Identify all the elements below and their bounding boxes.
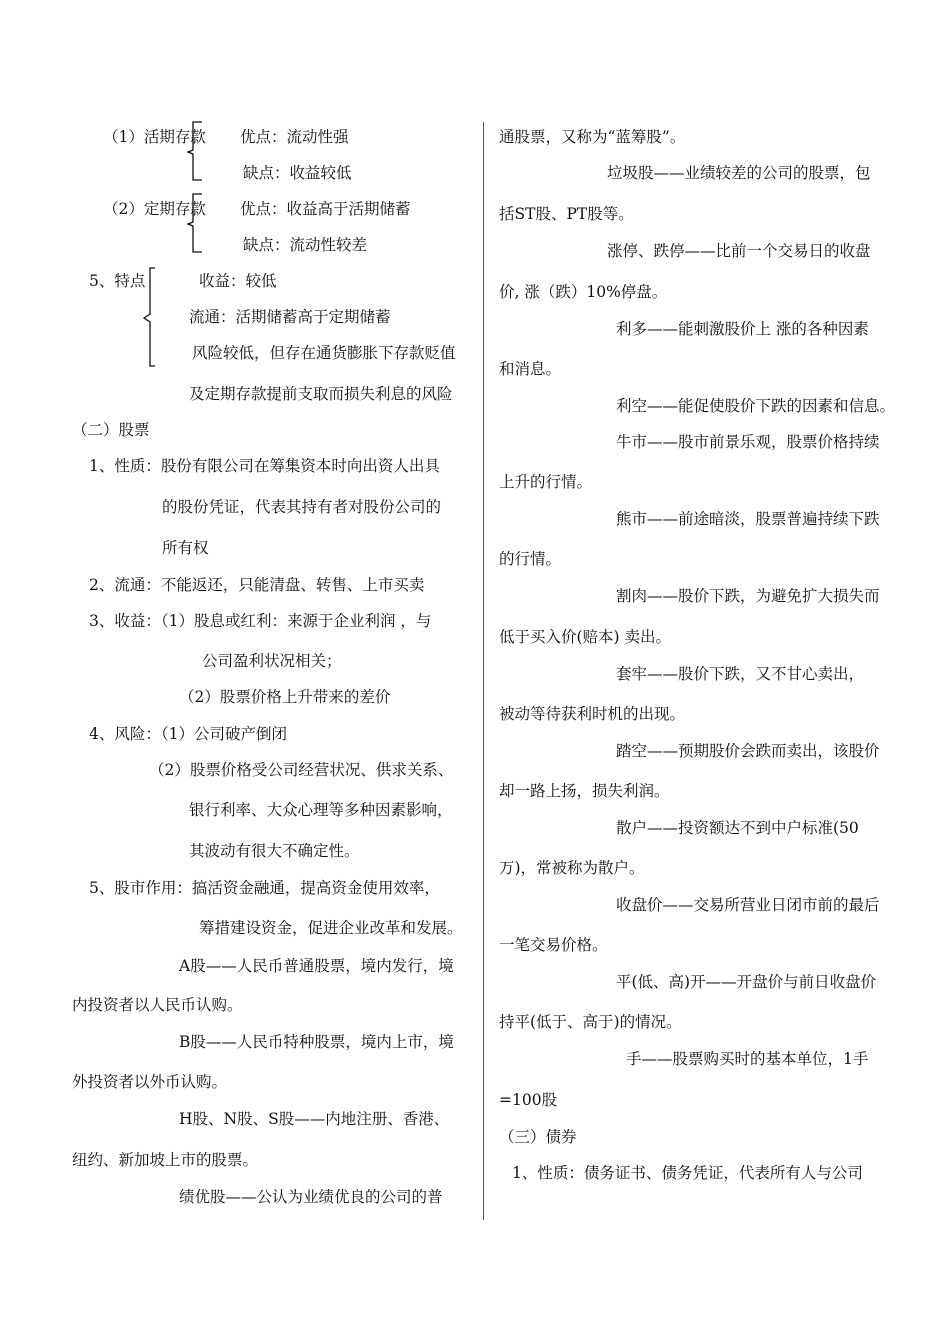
trapped-line1: 套牢——股价下跌，又不甘心卖出，	[616, 665, 865, 683]
bond-heading: （三）债券	[499, 1128, 577, 1146]
limit-line1: 涨停、跌停——比前一个交易日的收盘	[607, 242, 871, 260]
stock-risk-line4: 其波动有很大不确定性。	[189, 842, 360, 860]
stock-income-line3: （2）股票价格上升带来的差价	[179, 688, 391, 706]
junk-stock-line2: 括ST股、PT股等。	[499, 205, 634, 223]
hns-share-line1: H股、N股、S股——内地注册、香港、	[179, 1110, 450, 1128]
retail-investor-line2: 万)，常被称为散户。	[499, 859, 645, 877]
cut-loss-line1: 割肉——股价下跌，为避免扩大损失而	[616, 587, 880, 605]
stock-risk-line3: 银行利率、大众心理等多种因素影响，	[189, 801, 453, 819]
closing-price-line2: 一笔交易价格。	[499, 936, 608, 954]
stock-risk-line2: （2）股票价格受公司经营状况、供求关系、	[149, 761, 454, 779]
features-income: 收益：较低	[199, 272, 277, 290]
demand-deposit-brace	[186, 120, 206, 184]
column-divider	[483, 122, 484, 1220]
lot-line2: =100股	[499, 1091, 558, 1109]
a-share-line1: A股——人民币普通股票，境内发行，境	[179, 957, 454, 975]
bullish-news-line1: 利多——能刺激股价上 涨的各种因素	[616, 320, 869, 338]
a-share-line2: 内投资者以人民币认购。	[72, 996, 243, 1014]
stock-income-line2: 公司盈利状况相关；	[202, 652, 342, 670]
stock-income-line1: 3、收益：（1）股息或红利：来源于企业利润 ，与	[89, 612, 432, 630]
time-deposit-title: （2）定期存款	[103, 200, 206, 218]
bull-market-line1: 牛市——股市前景乐观，股票价格持续	[616, 433, 880, 451]
bear-market-line1: 熊市——前途暗淡，股票普遍持续下跌	[616, 510, 880, 528]
stock-nature-line2: 的股份凭证，代表其持有者对股份公司的	[162, 498, 442, 516]
retail-investor-line1: 散户——投资额达不到中户标准(50	[616, 819, 859, 837]
blue-chip-line2: 通股票，又称为“蓝筹股”。	[499, 128, 686, 146]
features-risk-line2: 及定期存款提前支取而损失利息的风险	[189, 385, 453, 403]
time-deposit-brace	[186, 192, 206, 256]
b-share-line2: 外投资者以外币认购。	[72, 1073, 228, 1091]
junk-stock-line1: 垃圾股——业绩较差的公司的股票，包	[607, 164, 871, 182]
bullish-news-line2: 和消息。	[499, 360, 562, 378]
lot-line1: 手——股票购买时的基本单位，1手	[626, 1050, 869, 1068]
opening-line1: 平(低、高)开——开盘价与前日收盘价	[616, 973, 877, 991]
hns-share-line2: 纽约、新加坡上市的股票。	[72, 1151, 259, 1169]
limit-line2: 价, 涨（跌）10%停盘。	[499, 283, 668, 301]
cut-loss-line2: 低于买入价(赔本) 卖出。	[499, 628, 672, 646]
missed-rally-line2: 却一路上扬，损失利润。	[499, 782, 670, 800]
stock-nature-line3: 所有权	[162, 539, 209, 557]
bear-market-line2: 的行情。	[499, 550, 562, 568]
features-title: 5、特点	[89, 272, 146, 290]
demand-deposit-con: 缺点：收益较低	[243, 164, 352, 182]
features-risk-line1: 风险较低，但存在通货膨胀下存款贬值	[192, 344, 456, 362]
opening-line2: 持平(低于、高于)的情况。	[499, 1013, 682, 1031]
bull-market-line2: 上升的行情。	[499, 473, 593, 491]
time-deposit-con: 缺点：流动性较差	[243, 236, 368, 254]
time-deposit-pro: 优点：收益高于活期储蓄	[240, 200, 411, 218]
blue-chip-line1: 绩优股——公认为业绩优良的公司的普	[179, 1188, 443, 1206]
b-share-line1: B股——人民币特种股票，境内上市，境	[179, 1033, 454, 1051]
missed-rally-line1: 踏空——预期股价会跌而卖出，该股价	[616, 742, 880, 760]
stock-risk-line1: 4、风险：（1）公司破产倒闭	[89, 725, 287, 743]
closing-price-line1: 收盘价——交易所营业日闭市前的最后	[616, 896, 880, 914]
trapped-line2: 被动等待获利时机的出现。	[499, 705, 686, 723]
demand-deposit-pro: 优点：流动性强	[240, 128, 349, 146]
features-brace	[142, 266, 158, 370]
stock-heading: （二）股票	[72, 421, 150, 439]
demand-deposit-title: （1）活期存款	[103, 128, 206, 146]
stock-nature-line1: 1、性质：股份有限公司在筹集资本时向出资人出具	[89, 457, 440, 475]
stock-market-line2: 筹措建设资金，促进企业改革和发展。	[199, 919, 463, 937]
bond-nature: 1、性质：债务证书、债务凭证，代表所有人与公司	[512, 1164, 863, 1182]
features-liquidity: 流通：活期储蓄高于定期储蓄	[189, 308, 391, 326]
bearish-news: 利空——能促使股价下跌的因素和信息。	[616, 397, 896, 415]
stock-circulation: 2、流通：不能返还，只能清盘、转售、上市买卖	[89, 576, 425, 594]
stock-market-line1: 5、股市作用：搞活资金融通，提高资金使用效率，	[89, 879, 440, 897]
